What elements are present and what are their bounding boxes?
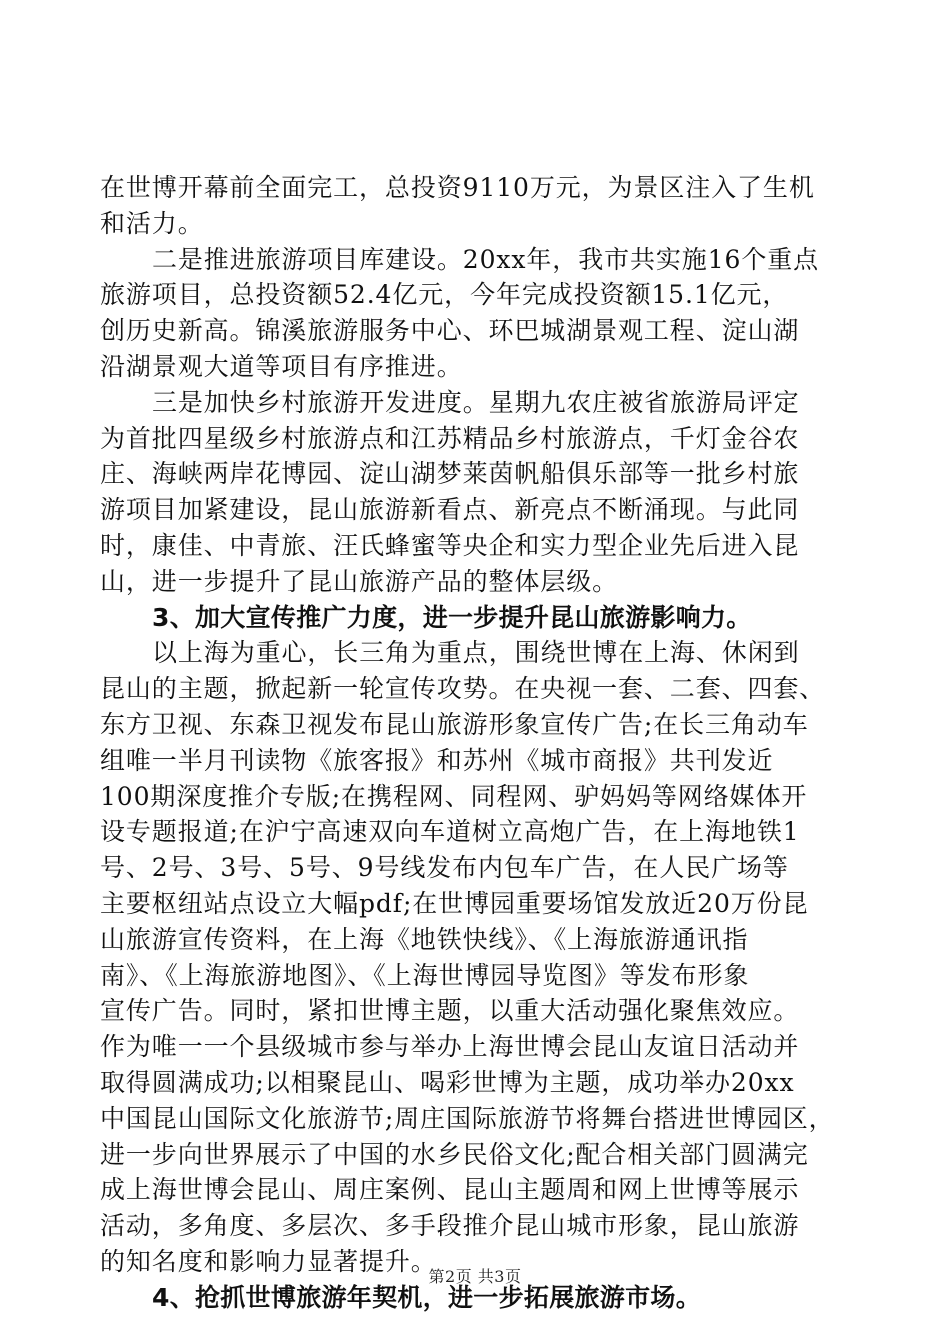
- body-line: 山，进一步提升了昆山旅游产品的整体层级。: [100, 566, 619, 596]
- paragraph-start-line: 二是推进旅游项目库建设。20xx年，我市共实施16个重点: [152, 244, 820, 274]
- body-line: 宣传广告。同时，紧扣世博主题，以重大活动强化聚焦效应。: [100, 996, 800, 1026]
- paragraph-start-line: 以上海为重心，长三角为重点，围绕世博在上海、休闲到: [152, 638, 800, 668]
- body-line: 进一步向世界展示了中国的水乡民俗文化;配合相关部门圆满完: [100, 1139, 809, 1169]
- body-line: 沿湖景观大道等项目有序推进。: [100, 351, 463, 381]
- section-heading: 4、抢抓世博旅游年契机，进一步拓展旅游市场。: [152, 1282, 701, 1312]
- paragraph-start-line: 三是加快乡村旅游开发进度。星期九农庄被省旅游局评定: [152, 387, 800, 417]
- body-line: 昆山的主题，掀起新一轮宣传攻势。在央视一套、二套、四套、: [100, 674, 826, 704]
- body-line: 时，康佳、中青旅、汪氏蜂蜜等央企和实力型企业先后进入昆: [100, 530, 800, 560]
- body-line: 山旅游宣传资料，在上海《地铁快线》、《上海旅游通讯指: [100, 924, 749, 954]
- body-line: 在世博开幕前全面完工，总投资9110万元，为景区注入了生机: [100, 173, 815, 202]
- body-line: 活动，多角度、多层次、多手段推介昆山城市形象，昆山旅游: [100, 1211, 800, 1241]
- body-line: 中国昆山国际文化旅游节;周庄国际旅游节将舞台搭进世博园区，: [100, 1103, 835, 1133]
- body-line: 成上海世博会昆山、周庄案例、昆山主题周和网上世博等展示: [100, 1175, 800, 1205]
- body-line: 号、2号、3号、5号、9号线发布内包车广告，在人民广场等: [100, 853, 789, 883]
- body-line: 设专题报道;在沪宁高速双向车道树立高炮广告，在上海地铁1: [100, 817, 800, 847]
- body-line: 和活力。: [100, 208, 204, 238]
- body-line: 东方卫视、东森卫视发布昆山旅游形象宣传广告;在长三角动车: [100, 709, 809, 739]
- body-line: 作为唯一一个县级城市参与举办上海世博会昆山友谊日活动并: [100, 1032, 800, 1062]
- body-line: 为首批四星级乡村旅游点和江苏精品乡村旅游点，千灯金谷农: [100, 423, 800, 453]
- body-line: 组唯一半月刊读物《旅客报》和苏州《城市商报》共刊发近: [100, 745, 774, 775]
- body-line: 南》、《上海旅游地图》、《上海世博园导览图》等发布形象: [100, 960, 750, 990]
- section-heading: 3、加大宣传推广力度，进一步提升昆山旅游影响力。: [152, 602, 752, 632]
- body-line: 游项目加紧建设，昆山旅游新看点、新亮点不断涌现。与此同: [100, 495, 800, 525]
- body-line: 主要枢纽站点设立大幅pdf;在世博园重要场馆发放近20万份昆: [100, 888, 809, 918]
- body-line: 的知名度和影响力显著提升。: [100, 1246, 437, 1276]
- body-line: 100期深度推介专版;在携程网、同程网、驴妈妈等网络媒体开: [100, 781, 808, 811]
- body-line: 创历史新高。锦溪旅游服务中心、环巴城湖景观工程、淀山湖: [100, 316, 800, 346]
- body-line: 庄、海峡两岸花博园、淀山湖梦莱茵帆船俱乐部等一批乡村旅: [100, 459, 800, 489]
- document-body: [100, 170, 850, 1316]
- body-line: 取得圆满成功;以相聚昆山、喝彩世博为主题，成功举办20xx: [100, 1067, 795, 1097]
- page-footer: 第2页 共3页: [428, 1267, 522, 1286]
- body-line: 旅游项目，总投资额52.4亿元，今年完成投资额15.1亿元，: [100, 280, 789, 310]
